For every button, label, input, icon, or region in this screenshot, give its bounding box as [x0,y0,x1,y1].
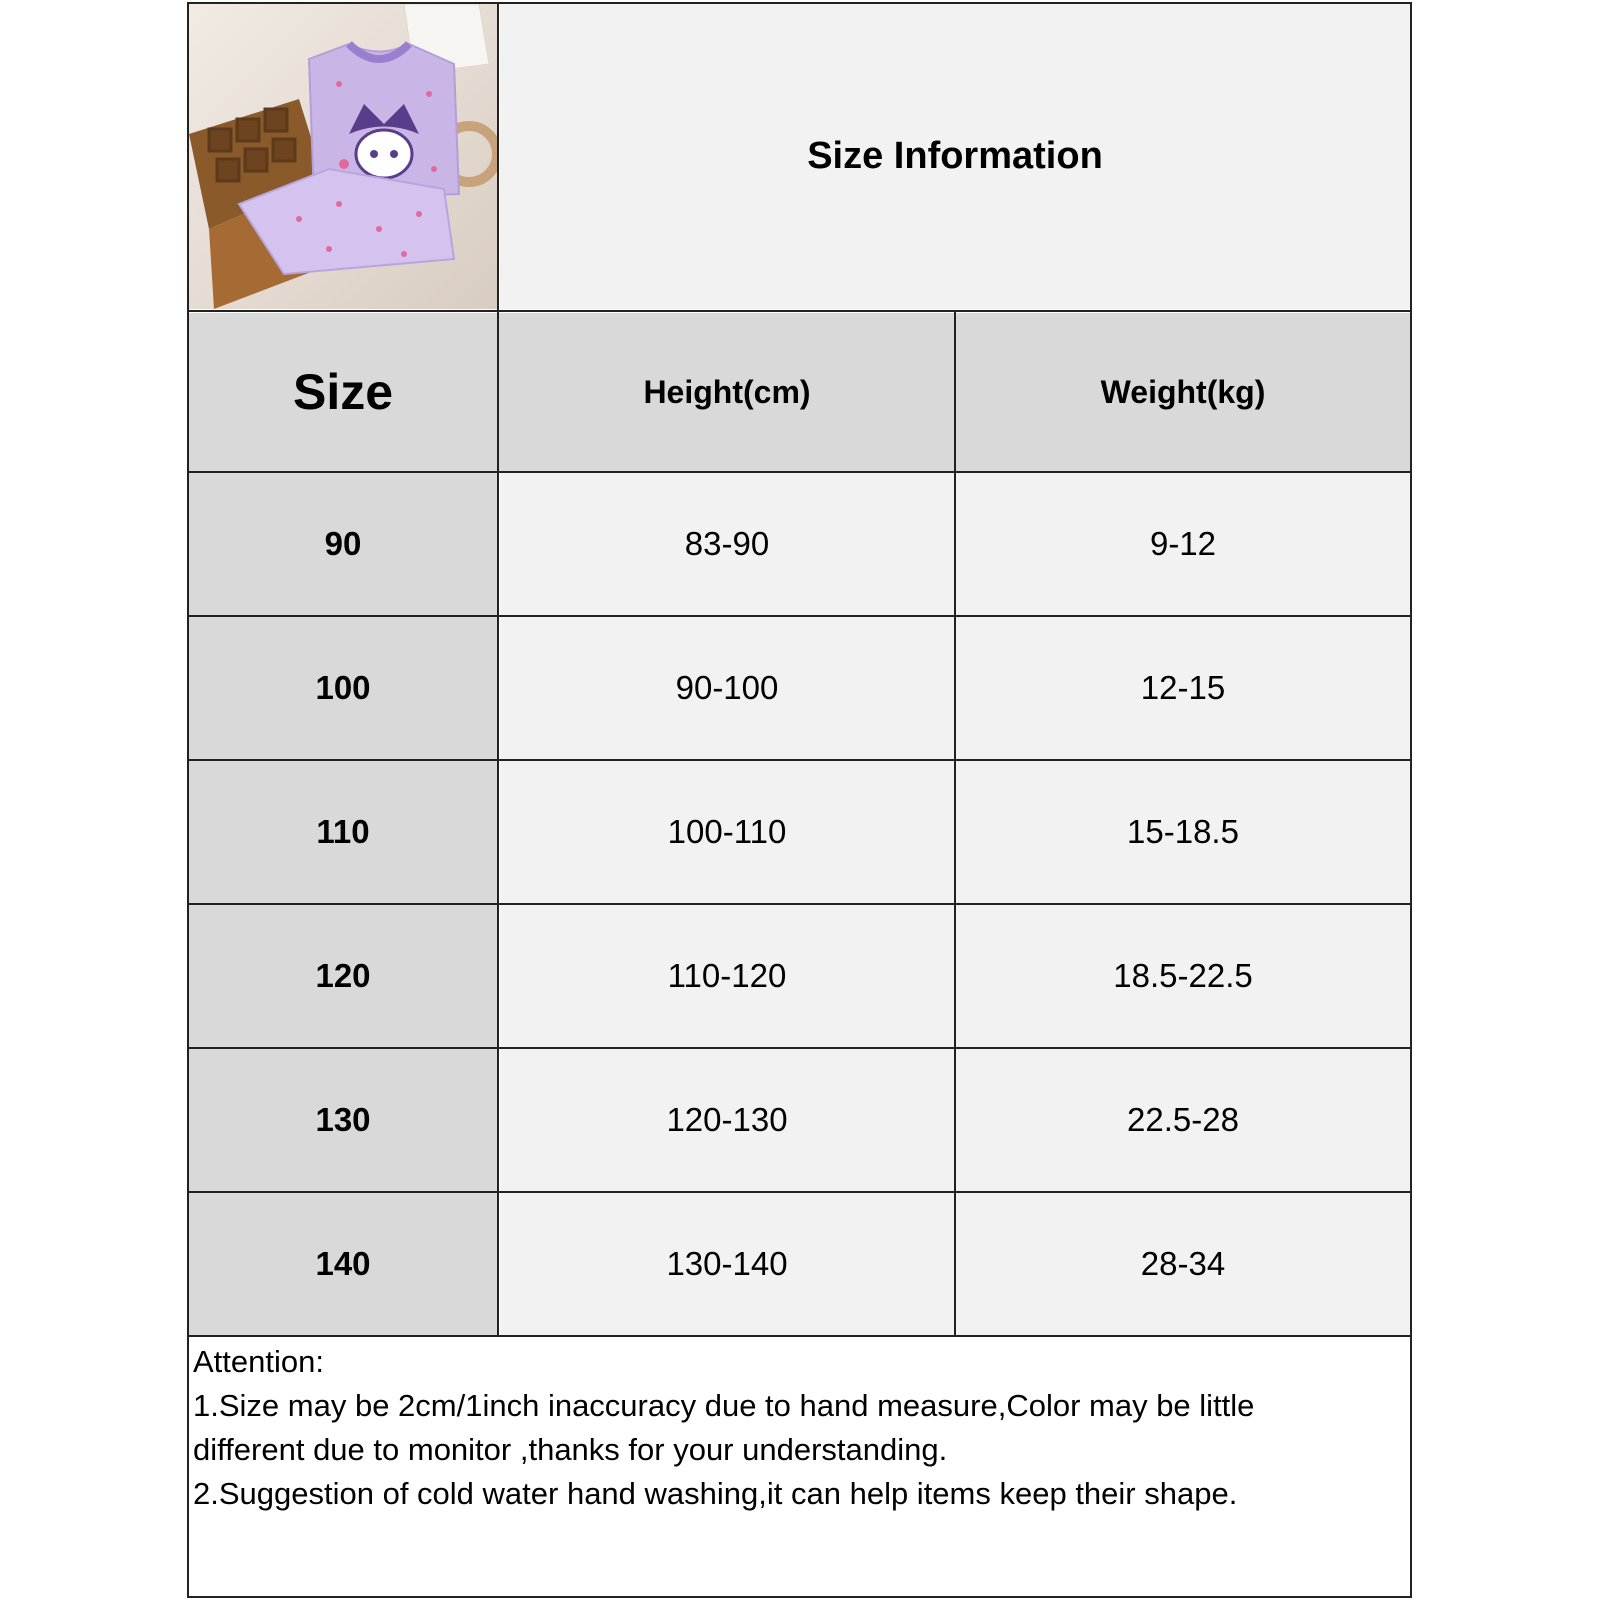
weight-value: 15-18.5 [1127,813,1239,850]
attention-line: 2.Suggestion of cold water hand washing,it can help items keep their shape. [193,1476,1238,1511]
grid-line [954,310,956,1337]
height-value: 120-130 [666,1101,788,1138]
header-height: Height(cm) [643,373,811,410]
weight-value: 18.5-22.5 [1113,957,1253,994]
grid-line [187,310,1412,312]
grid-line [497,2,499,1337]
height-value: 110-120 [667,957,787,994]
product-image [189,4,497,309]
purple-pajama-set-photo-icon [189,4,497,309]
weight-value: 9-12 [1149,525,1217,562]
grid-line [187,1335,1412,1337]
size-value: 120 [315,957,371,994]
weight-value: 22.5-28 [1127,1101,1239,1138]
header-weight: Weight(kg) [1100,373,1266,410]
grid-line [187,2,189,1598]
header-size: Size [292,364,394,420]
size-value: 100 [315,669,371,706]
grid-line [187,471,1412,473]
size-value: 130 [315,1101,371,1138]
attention-line: 1.Size may be 2cm/1inch inaccuracy due to hand measure,Color may be little [193,1388,1255,1423]
grid-line [187,759,1412,761]
height-value: 90-100 [675,669,779,706]
grid-line [187,1047,1412,1049]
weight-value: 28-34 [1140,1245,1226,1282]
size-value: 140 [315,1245,371,1282]
grid-line [187,2,1412,4]
attention-notes [193,1340,1393,1516]
attention-line: different due to monitor ,thanks for your understanding. [193,1432,948,1467]
size-value: 90 [324,525,362,562]
grid-line [187,1191,1412,1193]
page-title: Size Information [807,135,1103,177]
size-value: 110 [316,813,370,850]
height-value: 83-90 [684,525,770,562]
attention-heading: Attention: [193,1344,324,1379]
height-value: 100-110 [667,813,787,850]
grid-line [187,1596,1412,1598]
grid-line [1410,2,1412,1598]
grid-line [187,615,1412,617]
height-value: 130-140 [666,1245,788,1282]
weight-value: 12-15 [1140,669,1226,706]
grid-line [187,903,1412,905]
